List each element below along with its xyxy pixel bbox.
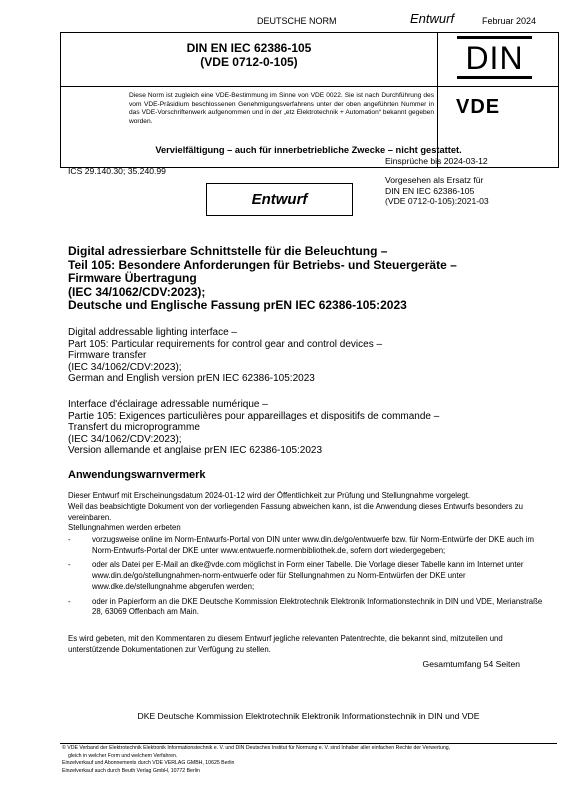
objection-deadline: Einsprüche bis 2024-03-12 xyxy=(385,156,488,166)
title-line: Deutsche und Englische Fassung prEN IEC 62386-105:2023 xyxy=(68,298,407,313)
standard-number-block xyxy=(61,41,437,69)
title-english xyxy=(68,327,558,385)
warning-paragraph: Dieser Entwurf mit Erscheinungsdatum 2024-01-12 wird der Öffentlichkeit zur Prüfung und Stellungnahme vorgelegt. xyxy=(68,491,471,500)
list-item xyxy=(68,560,552,592)
din-logo-bar xyxy=(457,36,532,39)
bullet-dash: - xyxy=(68,596,71,606)
replacement-line: DIN EN IEC 62386-105 xyxy=(385,185,475,196)
warning-paragraph: Weil das beabsichtigte Dokument von der vorliegenden Fassung abweichen kann, ist die Anwendung dieses Entwurfs besonders zu vereinbaren. xyxy=(68,502,523,522)
patent-notice: Es wird gebeten, mit den Kommentaren zu diesem Entwurf jegliche relevanten Patentrechte, die bekannt sind, mitzuteilen und unterstützende Dokumentationen zur Verfügung zu stellen. xyxy=(68,634,503,654)
standard-number: DIN EN IEC 62386-105 xyxy=(186,41,312,55)
replacement-line: Vorgesehen als Ersatz für xyxy=(385,175,484,185)
vde-number: (VDE 0712-0-105) xyxy=(200,55,298,69)
footer-rule xyxy=(60,743,557,744)
title-line: Transfert du microprogramme xyxy=(68,422,200,433)
total-pages: Gesamtumfang 54 Seiten xyxy=(422,659,520,669)
copyright-line: Einzelverkauf und Abonnements durch VDE VERLAG GMBH, 10625 Berlin xyxy=(62,760,235,766)
title-line: (IEC 34/1062/CDV:2023); xyxy=(68,433,182,445)
title-line: Partie 105: Exigences particulières pour appareillages et dispositifs de commande – xyxy=(68,410,440,422)
title-line: Digital addressable lighting interface – xyxy=(68,327,237,338)
dke-footer: DKE Deutsche Kommission Elektrotechnik Elektronik Informationstechnik in DIN und VDE xyxy=(137,711,480,721)
title-line: Interface d'éclairage adressable numérique – xyxy=(68,399,268,410)
copyright-line: © VDE Verband der Elektrotechnik Elektronik Informationstechnik e. V. und DIN Deutsches Institut für Normung e. V. sind Inhaber aller einfachen Rechte der Verwertung, xyxy=(62,745,451,751)
publication-date: Februar 2024 xyxy=(482,16,537,26)
list-item xyxy=(68,597,552,618)
copyright-line: gleich in welcher Form und welchem Verfahren. xyxy=(68,752,178,759)
warning-paragraph: Stellungnahmen werden erbeten xyxy=(68,523,181,532)
title-line: Teil 105: Besondere Anforderungen für Betriebs- und Steuergeräte – xyxy=(68,257,457,272)
reproduction-notice: Vervielfältigung – auch für innerbetriebliche Zwecke – nicht gestattet. xyxy=(155,145,462,155)
bullet-dash: - xyxy=(68,535,71,544)
vde-note: Diese Norm ist zugleich eine VDE-Bestimmung im Sinne von VDE 0022. Sie ist nach Durchführung des vom VDE-Präsidium beschlossenen Genehmigungsverfahrens unter der oben angeführten Nummer in das VDE-Vorschriftenwerk aufgenommen und in der „etz Elektrotechnik + Automation“ bekannt gegeben worden. xyxy=(129,92,434,126)
title-line: Version allemande et anglaise prEN IEC 62386-105:2023 xyxy=(68,445,323,456)
replacement-info xyxy=(385,175,489,207)
norm-type-label: DEUTSCHE NORM xyxy=(257,16,337,26)
title-line: (IEC 34/1062/CDV:2023); xyxy=(68,284,206,299)
title-line: Firmware transfer xyxy=(68,350,147,361)
frame-divider-horizontal xyxy=(61,86,558,87)
vde-logo: VDE xyxy=(456,96,501,118)
comment-options-list xyxy=(68,535,552,622)
list-item xyxy=(68,535,552,556)
title-german xyxy=(68,245,558,313)
title-line: German and English version prEN IEC 62386-105:2023 xyxy=(68,373,315,384)
draft-status-label: Entwurf xyxy=(410,11,455,26)
title-line: Part 105: Particular requirements for control gear and control devices – xyxy=(68,338,383,350)
list-item-text: oder als Datei per E-Mail an dke@vde.com möglichst in Form einer Tabelle. Die Vorlage dieser Tabelle kann im Internet unter www.din.de/go/stellungnahmen-norm-entwuerfe oder für Stellungnahmen zu Norm-Entwürfen der DKE unter www.dke.de/stellungnahme abgerufen werden; xyxy=(92,560,524,591)
warning-heading: Anwendungswarnvermerk xyxy=(68,469,206,481)
ics-codes: ICS 29.140.30; 35.240.99 xyxy=(68,166,166,176)
din-logo-text: DIN xyxy=(465,40,524,76)
list-item-text: oder in Papierform an die DKE Deutsche Kommission Elektrotechnik Elektronik Informationstechnik in DIN und VDE, Merianstraße 28, 63069 Offenbach am Main. xyxy=(92,596,543,617)
copyright-line: Einzelverkauf auch durch Beuth Verlag GmbH, 10772 Berlin xyxy=(62,767,200,774)
title-french xyxy=(68,399,558,457)
list-item-text: vorzugsweise online im Norm-Entwurfs-Portal von DIN unter www.din.de/go/entwuerfe bzw. für Norm-Entwürfe der DKE auch im Norm-Entwurfs-Portal der DKE unter www.entwuerfe.normenbibliothek.de, sofern dort wiedergegeben; xyxy=(92,535,534,555)
replacement-line: (VDE 0712-0-105):2021-03 xyxy=(385,196,489,206)
bullet-dash: - xyxy=(68,560,71,570)
draft-box: Entwurf xyxy=(206,183,353,216)
title-line: Digital adressierbare Schnittstelle für die Beleuchtung – xyxy=(68,244,388,258)
title-line: (IEC 34/1062/CDV:2023); xyxy=(68,361,182,373)
copyright-notice xyxy=(62,745,556,775)
title-line: Firmware Übertragung xyxy=(68,271,197,286)
din-logo xyxy=(457,40,532,79)
